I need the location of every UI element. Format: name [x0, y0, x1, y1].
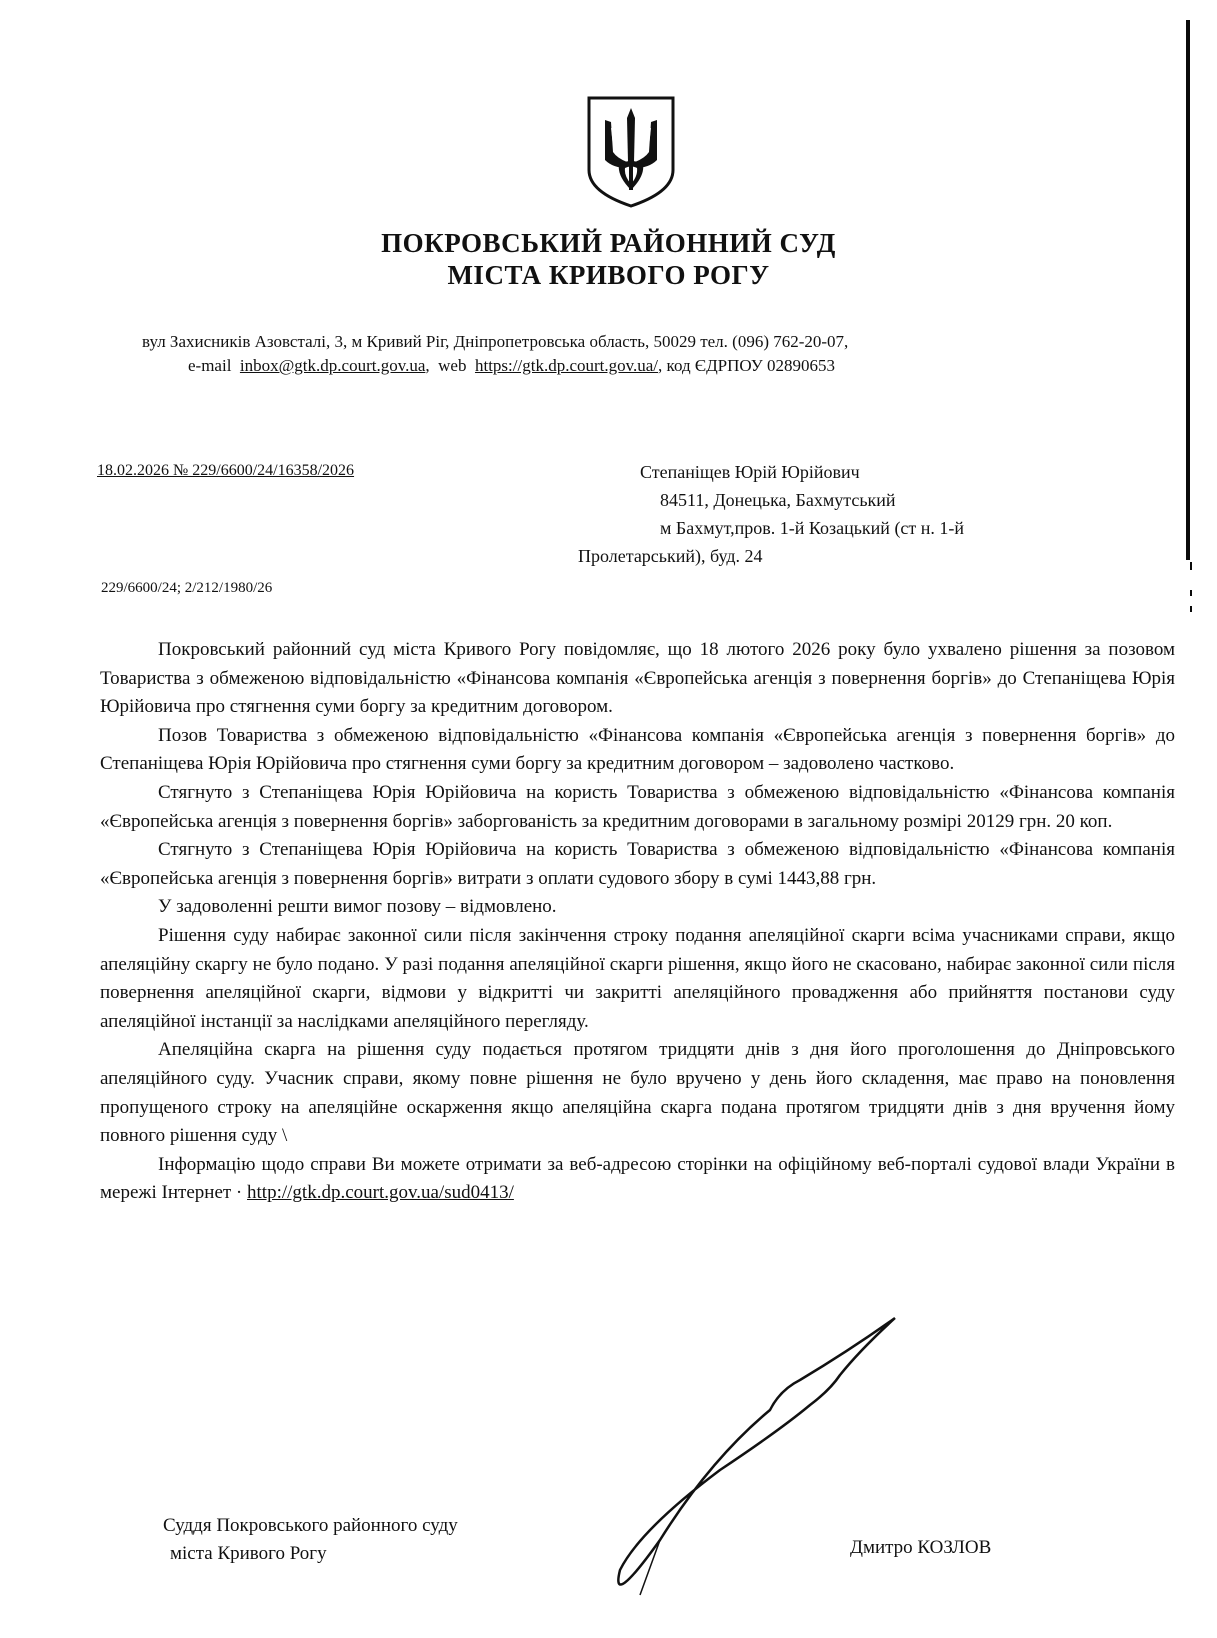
- body-paragraph: Позов Товариства з обмеженою відповідальністю «Фінансова компанія «Європейська агенція з повернення боргів» до Степаніщева Юрія Юрійовича про стягнення суми боргу за кредитним договором – задоволено частково.: [100, 724, 1175, 775]
- body-paragraph: У задоволенні решти вимог позову – відмовлено.: [158, 896, 557, 918]
- court-contacts: e-mail inbox@gtk.dp.court.gov.ua, web https://gtk.dp.court.gov.ua/, код ЄДРПОУ 02890653: [188, 356, 836, 375]
- body-paragraph: Стягнуто з Степаніщева Юрія Юрійовича на користь Товариства з обмеженою відповідальністю «Фінансова компанія «Європейська агенція з повернення боргів» заборгованість за кредитним договорами в загальному розмірі 20129 грн. 20 коп.: [100, 781, 1175, 832]
- body-paragraph: Апеляційна скарга на рішення суду подається протягом тридцяти днів з дня його проголошення до Дніпровського апеляційного суду. Учасник справи, якому повне рішення не було вручено у день його складення, має право на поновлення пропущеного строку на апеляційне оскарження якщо апеляційна скарга подана протягом тридцяти днів з дня вручення йому повного рішення суду \: [100, 1039, 1175, 1147]
- court-name-line2: МІСТА КРИВОГО РОГУ: [447, 260, 770, 290]
- scan-edge-dot: [1190, 562, 1192, 570]
- recipient-address-line3: Пролетарський), буд. 24: [578, 546, 763, 566]
- court-address: вул Захисників Азовсталі, 3, м Кривий Ріг, Дніпропетровська область, 50029 тел. (096) 762-20-07,: [142, 332, 849, 351]
- scan-edge-dot: [1190, 606, 1192, 612]
- outgoing-date-number: 18.02.2026 № 229/6600/24/16358/2026: [97, 462, 355, 479]
- body-paragraph: Покровський районний суд міста Кривого Рогу повідомляє, що 18 лютого 2026 року було ухвалено рішення за позовом Товариства з обмеженою відповідальністю «Фінансова компанія «Європейська агенція з повернення боргів» до Степаніщева Юрія Юрійовича про стягнення суми боргу за кредитним договором.: [100, 639, 1175, 718]
- handwritten-signature-icon: [600, 1310, 900, 1630]
- scan-edge-dot: [1190, 590, 1192, 596]
- body-paragraph: Рішення суду набирає законної сили після закінчення строку подання апеляційної скарги всіма учасниками справи, якщо апеляційну скаргу не було подано. У разі подання апеляційної скарги рішення, якщо його не скасовано, набирає законної сили після повернення апеляційної скарги, відмови у відкритті чи закритті апеляційного провадження або прийняття постанови суду апеляційної інстанції за наслідками апеляційного перегляду.: [100, 924, 1175, 1032]
- letter-body: [100, 636, 1175, 1208]
- recipient-address-line2: м Бахмут,пров. 1-й Козацький (ст н. 1-й: [660, 518, 965, 538]
- recipient-name: Степаніщев Юрій Юрійович: [640, 462, 860, 482]
- body-paragraph: Стягнуто з Степаніщева Юрія Юрійовича на користь Товариства з обмеженою відповідальністю «Фінансова компанія «Європейська агенція з повернення боргів» витрати з оплати судового збору в сумі 1443,88 грн.: [100, 839, 1175, 889]
- case-info-link[interactable]: http://gtk.dp.court.gov.ua/sud0413/: [247, 1182, 514, 1204]
- web-link[interactable]: https://gtk.dp.court.gov.ua/: [474, 356, 659, 375]
- email-link[interactable]: inbox@gtk.dp.court.gov.ua: [239, 356, 426, 375]
- judge-title-line1: Суддя Покровського районного суду: [163, 1515, 458, 1536]
- info-text: Інформацію щодо справи Ви можете отримати за веб-адресою сторінки на офіційному веб-порталі судової влади України в мережі Інтернет ·: [100, 1153, 1175, 1204]
- case-reference: 229/6600/24; 2/212/1980/26: [101, 580, 273, 596]
- web-label: web: [438, 356, 467, 375]
- court-name-line1: ПОКРОВСЬКИЙ РАЙОННИЙ СУД: [381, 228, 836, 258]
- judge-name: Дмитро КОЗЛОВ: [850, 1537, 992, 1558]
- edrpou-code: код ЄДРПОУ 02890653: [666, 356, 836, 375]
- recipient-address-line1: 84511, Донецька, Бахмутський: [660, 490, 896, 510]
- trident-emblem-icon: [583, 92, 679, 210]
- info-paragraph: [100, 1151, 1175, 1208]
- email-label: e-mail: [188, 356, 232, 375]
- judge-title-line2: міста Кривого Рогу: [170, 1543, 327, 1564]
